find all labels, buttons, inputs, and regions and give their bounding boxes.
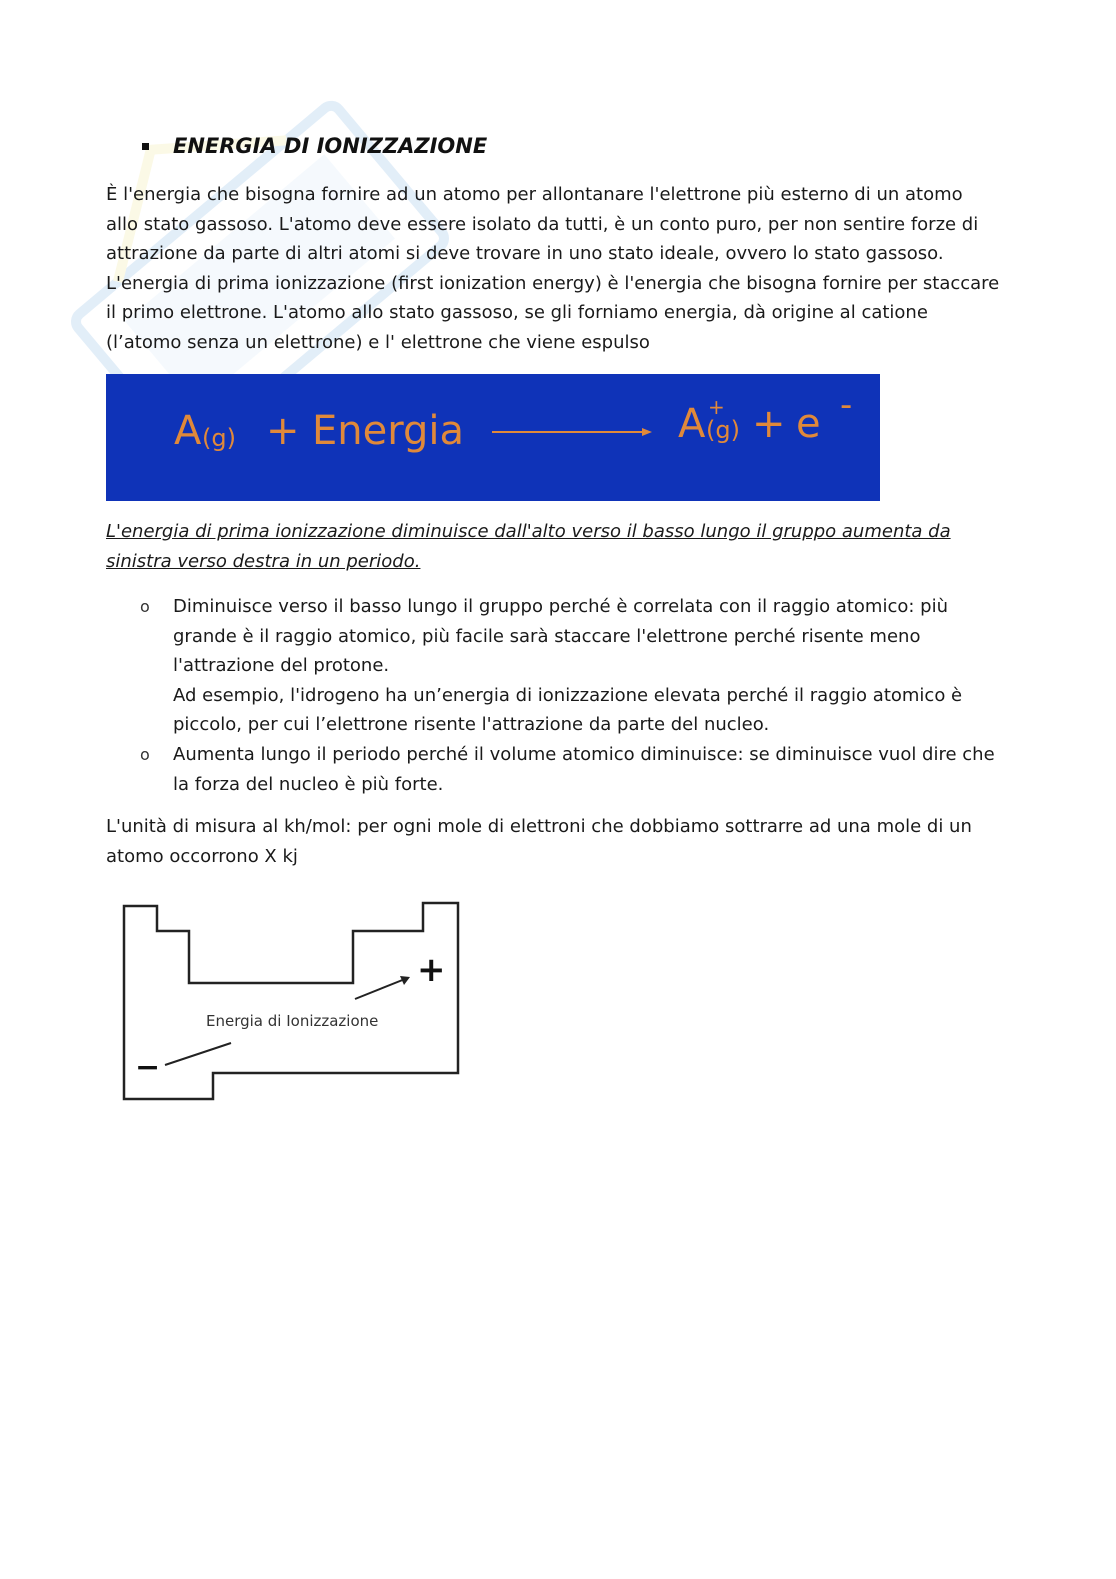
text-line: atomo occorrono X kj <box>106 845 298 867</box>
text-line: Ad esempio, l'idrogeno ha un’energia di ionizzazione elevata perché il raggio atomico è <box>173 684 963 706</box>
text-line: la forza del nucleo è più forte. <box>173 773 444 795</box>
equation-electron: e <box>796 401 821 447</box>
equation-product: A <box>678 401 706 447</box>
text-line: L'unità di misura al kh/mol: per ogni mole di elettroni che dobbiamo sottrarre ad una mole di un <box>106 816 972 837</box>
equation-electron-charge: - <box>840 385 853 425</box>
intro-paragraph <box>106 180 1006 358</box>
square-bullet-icon <box>142 143 149 150</box>
text-line: Diminuisce verso il basso lungo il gruppo perché è correlata con il raggio atomico: più <box>173 596 948 617</box>
text-line: allo stato gassoso. L'atomo deve essere isolato da tutti, è un conto puro, per non sentire forze di <box>106 213 979 235</box>
diagram-label: Energia di Ionizzazione <box>206 1012 379 1030</box>
text-line: l'attrazione del protone. <box>173 655 390 677</box>
text-line: L'energia di prima ionizzazione diminuisce dall'alto verso il basso lungo il gruppo aumenta da <box>106 521 951 542</box>
circle-bullet-icon: o <box>140 744 150 764</box>
text-line: il primo elettrone. L'atomo allo stato gassoso, se gli forniamo energia, dà origine al catione <box>106 302 928 324</box>
rule-statement <box>106 517 986 576</box>
text-line: piccolo, per cui l’elettrone risente l'attrazione da parte del nucleo. <box>173 714 770 736</box>
heading-text: ENERGIA DI IONIZZAZIONE <box>173 134 488 158</box>
trend-line <box>165 1043 231 1065</box>
text-line: attrazione da parte di altri atomi si deve trovare in uno stato ideale, ovvero lo stato gassoso. <box>106 243 944 265</box>
increase-arrow-icon <box>355 976 410 999</box>
equation-product-state: (g) <box>706 416 740 444</box>
periodic-table-trend-diagram <box>115 893 465 1108</box>
ionization-equation-image <box>106 374 880 501</box>
equation-reactant-state: (g) <box>202 424 236 452</box>
equation-plus-2: + <box>752 401 786 447</box>
explanation-list <box>106 592 1006 799</box>
text-line: È l'energia che bisogna fornire ad un atomo per allontanare l'elettrone più esterno di un atomo <box>106 184 963 205</box>
unit-paragraph <box>106 812 1006 871</box>
plus-sign: + <box>417 950 446 990</box>
text-line: grande è il raggio atomico, più facile sarà staccare l'elettrone perché risente meno <box>173 625 921 647</box>
equation-plus: + <box>266 408 300 454</box>
equation-reactant: A <box>174 408 202 454</box>
text-line: Aumenta lungo il periodo perché il volume atomico diminuisce: se diminuisce vuol dire che <box>173 743 995 765</box>
circle-bullet-icon: o <box>140 597 150 616</box>
list-item <box>106 740 1006 799</box>
text-line: (l’atomo senza un elettrone) e l' elettrone che viene espulso <box>106 331 650 353</box>
section-heading <box>142 134 487 158</box>
equation-product-charge: + <box>708 395 725 419</box>
reaction-arrow-icon <box>492 428 652 436</box>
equation-energy: Energia <box>312 408 464 454</box>
text-line: sinistra verso destra in un periodo. <box>106 550 421 572</box>
minus-sign: − <box>135 1050 161 1085</box>
periodic-table-outline <box>124 903 458 1099</box>
list-item <box>106 592 1006 740</box>
text-line: L'energia di prima ionizzazione (first ionization energy) è l'energia che bisogna fornire per staccare <box>106 272 1000 294</box>
